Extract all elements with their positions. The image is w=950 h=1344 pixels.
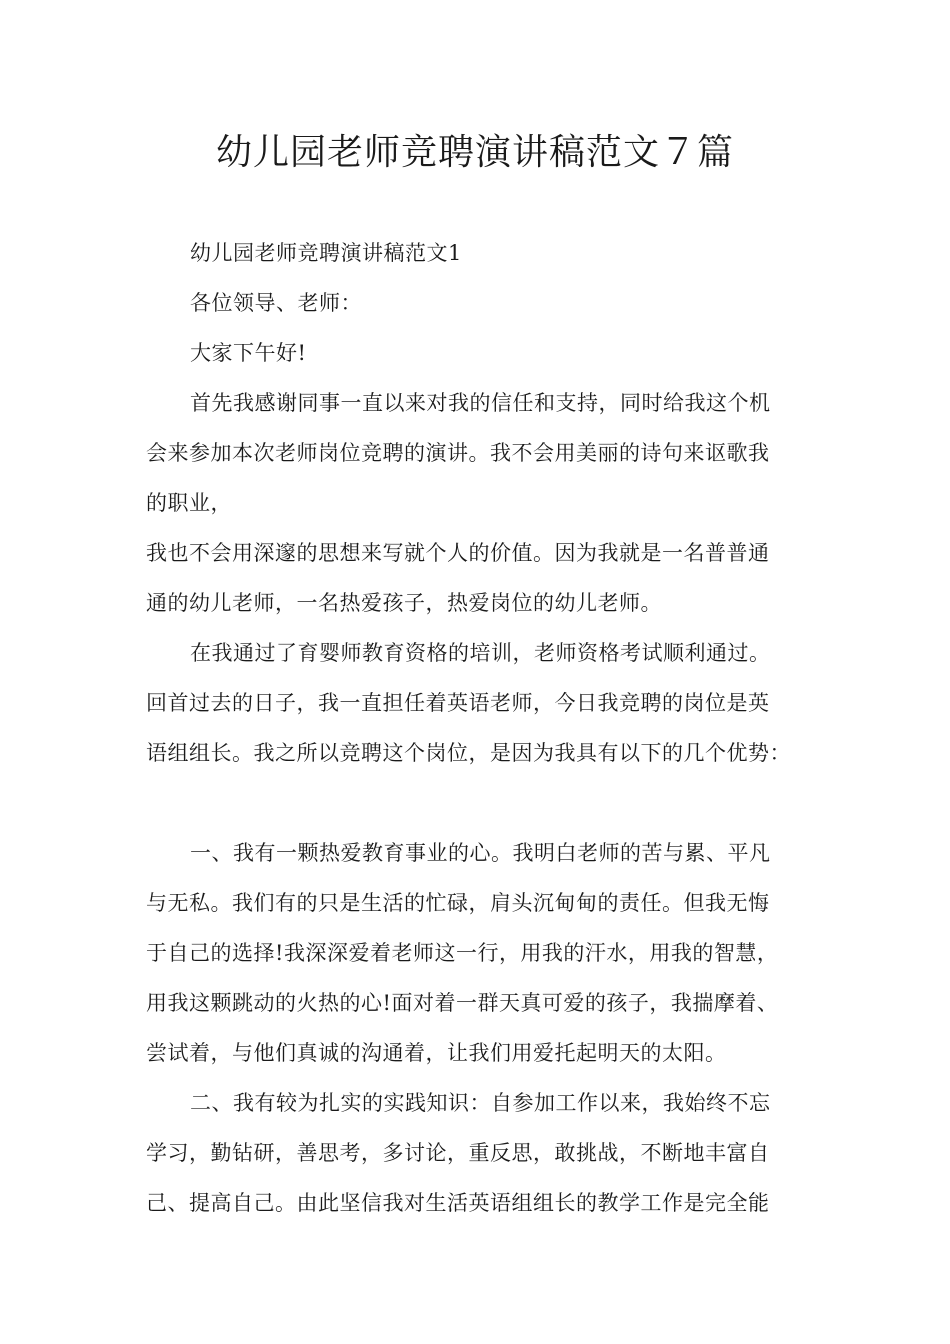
text-line: 在我通过了育婴师教育资格的培训，老师资格考试顺利通过。 — [190, 641, 771, 665]
text-line: 的职业， — [146, 491, 232, 515]
document-body — [146, 228, 826, 1228]
text-line: 己、提高自己。由此坚信我对生活英语组组长的教学工作是完全能 — [146, 1191, 770, 1215]
greeting: 大家下午好! — [190, 341, 307, 365]
section-heading: 幼儿园老师竞聘演讲稿范文1 — [190, 241, 462, 265]
text-line: 语组组长。我之所以竞聘这个岗位，是因为我具有以下的几个优势： — [146, 741, 791, 765]
text-line: 会来参加本次老师岗位竞聘的演讲。我不会用美丽的诗句来讴歌我 — [146, 441, 770, 465]
text-line: 一、我有一颗热爱教育事业的心。我明白老师的苦与累、平凡 — [190, 841, 771, 865]
text-line: 与无私。我们有的只是生活的忙碌，肩头沉甸甸的责任。但我无悔 — [146, 891, 770, 915]
paragraph-gap — [146, 778, 826, 828]
text-line: 二、我有较为扎实的实践知识：自参加工作以来，我始终不忘 — [190, 1091, 771, 1115]
text-line: 学习，勤钻研，善思考，多讨论，重反思，敢挑战，不断地丰富自 — [146, 1141, 770, 1165]
text-line: 回首过去的日子，我一直担任着英语老师，今日我竞聘的岗位是英 — [146, 691, 770, 715]
text-line: 首先我感谢同事一直以来对我的信任和支持，同时给我这个机 — [190, 391, 771, 415]
salutation: 各位领导、老师： — [190, 291, 362, 315]
text-line: 通的幼儿老师，一名热爱孩子，热爱岗位的幼儿老师。 — [146, 591, 662, 615]
text-line: 我也不会用深邃的思想来写就个人的价值。因为我就是一名普普通 — [146, 541, 770, 565]
text-line: 尝试着，与他们真诚的沟通着，让我们用爱托起明天的太阳。 — [146, 1041, 727, 1065]
document-title: 幼儿园老师竞聘演讲稿范文７篇 — [215, 132, 734, 173]
text-line: 用我这颗跳动的火热的心!面对着一群天真可爱的孩子，我揣摩着、 — [146, 991, 779, 1015]
text-line: 于自己的选择!我深深爱着老师这一行，用我的汗水，用我的智慧， — [146, 941, 779, 965]
